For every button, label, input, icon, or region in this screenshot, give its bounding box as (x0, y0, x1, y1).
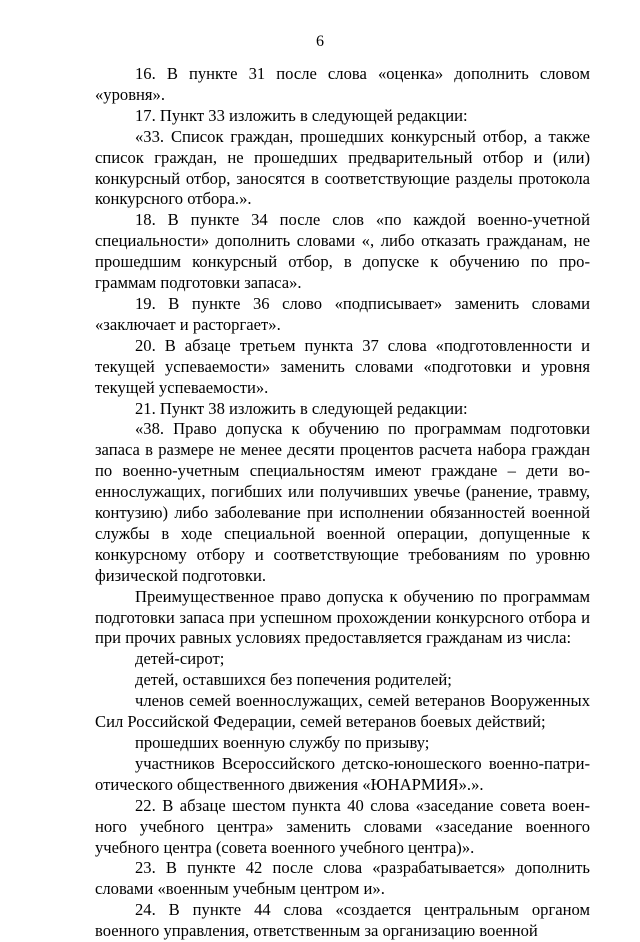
document-body (95, 64, 590, 942)
paragraph-24: 24. В пункте 44 слова «создается центральным органом военного управления, ответственным за организацию военной (95, 900, 590, 941)
paragraph-16: 16. В пункте 31 после слова «оценка» дополнить словом «уровня». (95, 64, 590, 104)
paragraph-38-quote: «38. Право допуска к обучению по программам подготовки запаса в размере не менее десяти процентов расчета набора граждан по военно-учетным специальностям имеют граждане – дети военнослужащих, погибших или получивших увечье (ранение, травму, контузию) либо заболевание при исполнении обязанностей военной службы в ходе специальной военной операции, допущенные к конкурсному отбору и соответствующие требованиям по уровню физической подготовки. (95, 419, 590, 585)
paragraph-preferential-right: Преимущественное право допуска к обучению по программам подготовки запаса при успешном прохождении конкурсного отбора и при прочих равных условиях предоставляется гражданам из числа: (95, 586, 590, 648)
page-number: 6 (316, 33, 324, 50)
paragraph-23: 23. В пункте 42 после слова «разрабатывается» дополнить словами «военным учебным центром и». (95, 858, 590, 899)
paragraph-17: 17. Пункт 33 изложить в следующей редакции: (135, 105, 468, 125)
paragraph-33-quote: «33. Список граждан, прошедших конкурсный отбор, а также список граждан, не прошедших предварительный отбор и (или) конкурсный отбор, заносятся в соответствующие разделы протокола конкурсного отбора.». (95, 126, 590, 209)
list-item-yunarmiya: участников Всероссийского детско-юношеского военно-патриотического общественного движения «ЮНАРМИЯ».». (95, 753, 590, 794)
list-item-without-parental-care: детей, оставшихся без попечения родителей; (135, 670, 452, 690)
list-item-orphans: детей-сирот; (135, 649, 225, 669)
paragraph-22: 22. В абзаце шестом пункта 40 слова «заседание совета военного учебного центра» заменить словами «заседание военного учебного центра (совета военного учебного центра)». (95, 795, 590, 857)
paragraph-19: 19. В пункте 36 слово «подписывает» заменить словами «заключает и расторгает». (95, 293, 590, 334)
paragraph-18: 18. В пункте 34 после слов «по каждой военно-учетной специальности» дополнить словами «, либо отказать гражданам, не прошедшим конкурсный отбор, в допуске к обучению по программам подготовки запаса». (95, 210, 590, 293)
paragraph-20: 20. В абзаце третьем пункта 37 слова «подготовленности и текущей успеваемости» заменить словами «подготовки и уровня текущей успеваемости». (95, 335, 590, 397)
paragraph-21: 21. Пункт 38 изложить в следующей редакции: (135, 398, 468, 418)
list-item-military-families: членов семей военнослужащих, семей ветеранов Вооруженных Сил Российской Федерации, семей ветеранов боевых действий; (95, 691, 590, 732)
list-item-conscripts: прошедших военную службу по призыву; (135, 733, 430, 752)
